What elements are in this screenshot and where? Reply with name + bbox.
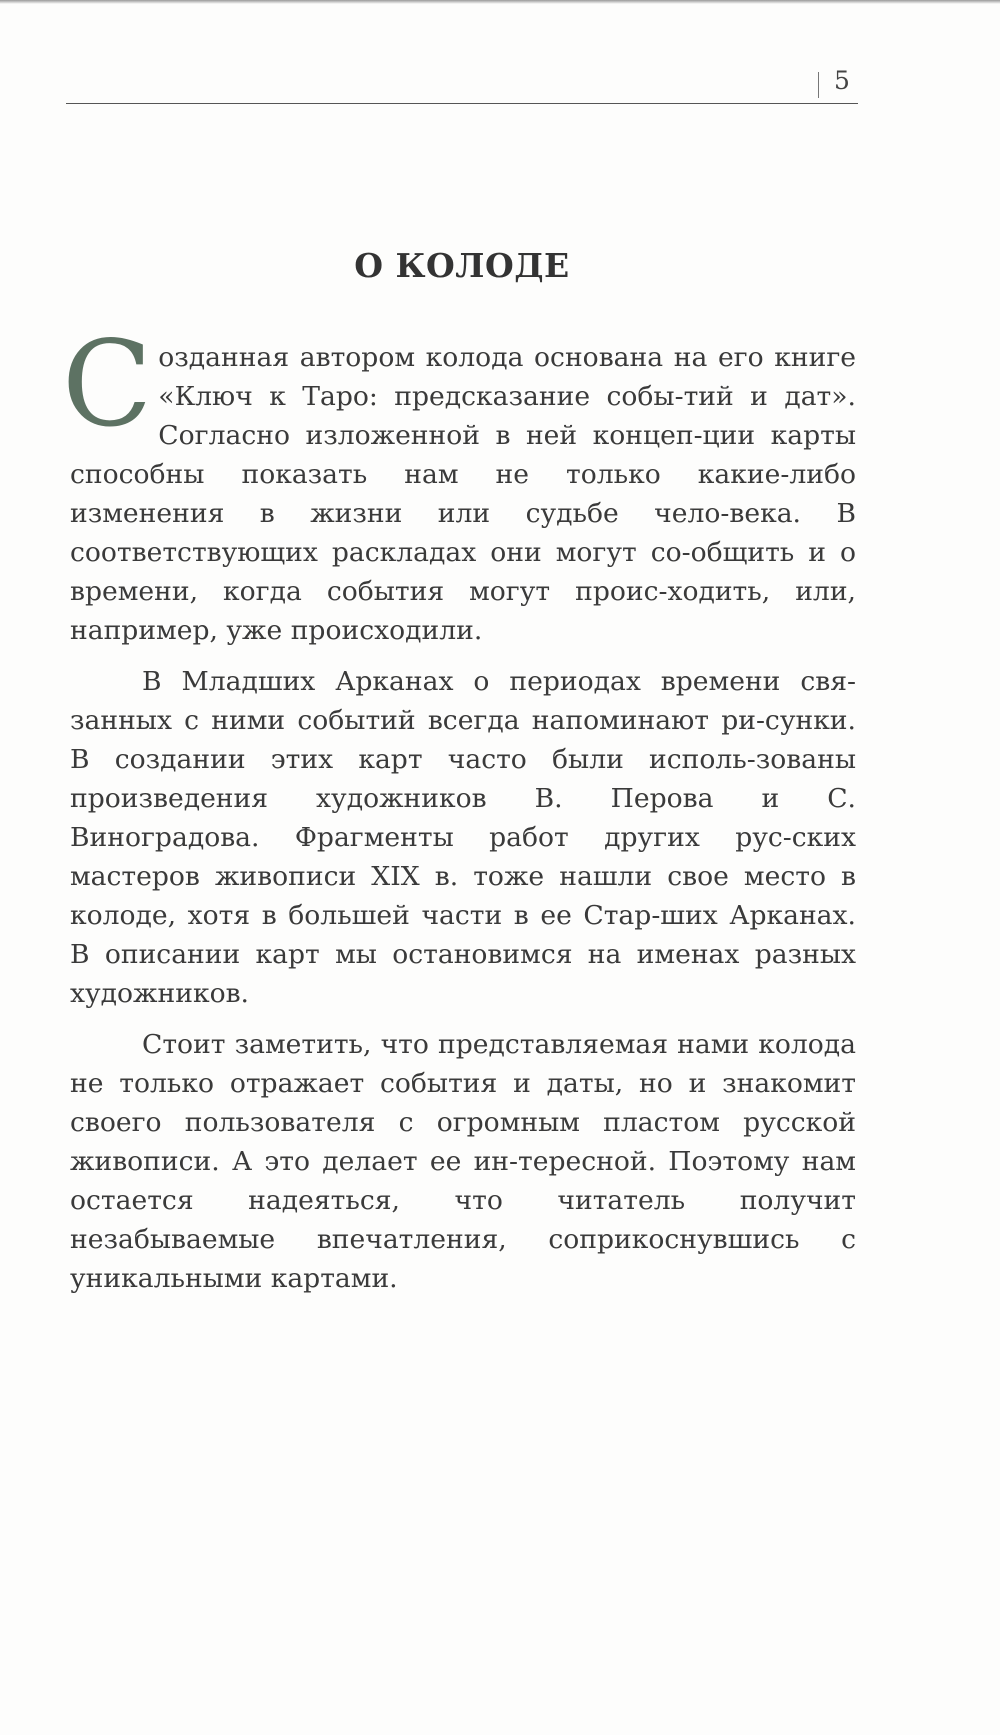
paragraph-3: Стоит заметить, что представляемая нами колода не только отражает события и даты, но и знакомит своего пользователя с огромным пластом русской живописи. А это делает ее ин-тересной. Поэтому нам остается надеяться, что читатель получит незабываемые впечатления, соприкоснувшись с уникальными картами. [70,1029,856,1294]
paragraph-2: В Младших Арканах о периодах времени свя-занных с ними событий всегда напоминают ри-сунки. В создании этих карт часто были исполь-зованы произведения художников В. Перова и С. Виноградова. Фрагменты работ других рус-ских мастеров живописи XIX в. тоже нашли свое место в колоде, хотя в большей части в ее Стар-ших Арканах. В описании карт мы остановимся на именах разных художников. [70,666,856,1009]
page-top-shadow [0,0,1000,4]
header-separator [818,72,819,98]
drop-cap-letter: С [62,315,153,453]
body-text [62,315,856,1310]
page-number: 5 [834,66,850,95]
paragraph-1-text: озданная автором колода основана на его книге «Ключ к Таро: предсказание собы-тий и дат». Согласно изложенной в ней концеп-ции карты способны показать нам не только какие-либо изменения в жизни или судьбе чело-века. В соответствующих раскладах они могут со-общить и о времени, когда события могут проис-ходить, или, например, уже происходили. [70,342,856,646]
header-rule [66,103,858,104]
paragraph-1 [62,315,856,650]
chapter-title: О КОЛОДЕ [354,246,570,285]
